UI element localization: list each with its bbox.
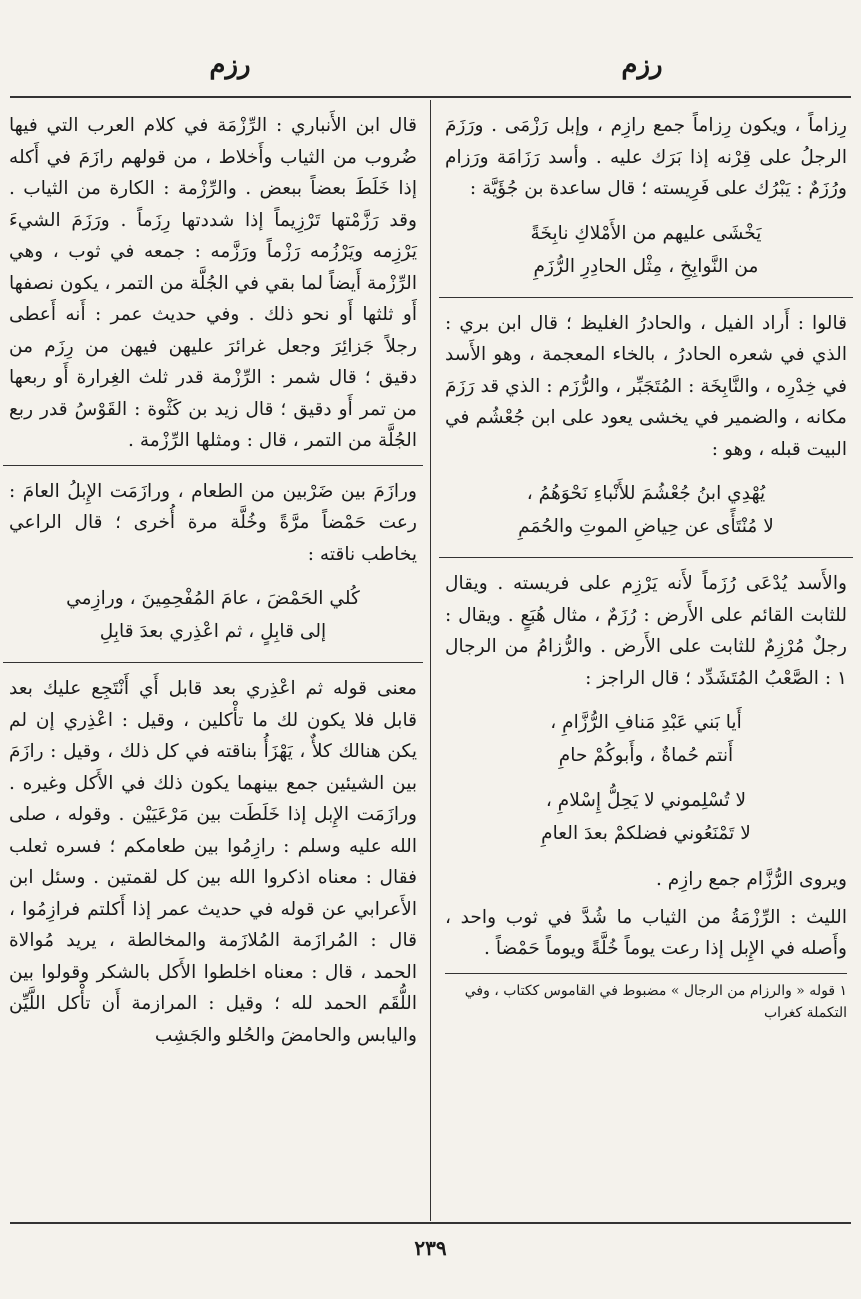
verse-block bbox=[445, 477, 847, 543]
page-number: ٢٣٩ bbox=[414, 1236, 447, 1260]
footnote: ١ قوله « والرزام من الرجال » مضبوط في القاموس ككتاب ، وفي التكملة كغراب bbox=[464, 982, 847, 1021]
section-separator bbox=[3, 465, 423, 466]
header-rule bbox=[10, 96, 851, 98]
entry-paragraph: الليث : الرِّزْمَةُ من الثياب ما شُدَّ في ثوب واحد ، وأَصله في الإِبل إذا رعت يوماً خُلَّةً ويوماً حَمْضاً . bbox=[445, 906, 847, 959]
verse-line: أَنتم حُماةٌ ، وأَبوكُمْ حامِ bbox=[558, 745, 734, 766]
verse-line: من النَّوابِخِ ، مِثْل الحادِرِ الرُّزَمِ bbox=[533, 255, 759, 277]
entry-paragraph: معنى قوله ثم اعْذِري بعد قابل أَي أَنْتَجِع عليك بعد قابل فلا يكون لك ما تأْكلين ، وقيل : اعْذِري إن لم يكن هنالك كلأٌ ، يَهْزَأُ بناقته في كل ذلك ، وقيل : رازَمَ بين الشيئين جمع بينهما يكون ذلك في الأَكل وغيره . ورازَمَت الإِبل إذا خَلَطَت بين مَرْعَيَيْن . وقوله ، صلى الله عليه وسلم : رازِمُوا بين طعامكم ؛ فسره ثعلب فقال : معناه اذكروا الله بين كل لقمتين . وسئل ابن الأَعرابي عن قوله في حديث عمر إذا أَكلتم فرازِمُوا ، قال : المُرازَمة المُلازَمة والمخالطة ، يريد مُوالاة الحمد ، قال : معناه اخلطوا الأَكل بالشكر وقولوا بين اللُّقَم الحمد لله ؛ وقيل : المرازمة أَن تأْكل اللَّيِّن واليابس والحامضَ والحُلو والجَشِب bbox=[9, 678, 417, 1046]
entry-paragraph: ويروى الرُّزَّام جمع رازِم . bbox=[655, 869, 847, 890]
verse-line: إلى قابِلٍ ، ثم اعْذِري بعدَ قابِلِ bbox=[99, 621, 327, 642]
entry-paragraph: ورازَمَ بين ضَرْبين من الطعام ، ورازَمَت الإِبلُ العامَ : رعت حَمْضاً مرَّةً وخُلَّة مرة أُخرى ؛ قال الراعي يخاطب ناقته : bbox=[9, 480, 417, 565]
footer-rule bbox=[10, 1222, 851, 1224]
verse-line: أَيا بَني عَبْدِ مَنافِ الرُّزَّامِ ، bbox=[550, 712, 742, 733]
verse-block bbox=[445, 217, 847, 283]
column-divider bbox=[430, 100, 431, 1221]
section-separator bbox=[3, 662, 423, 663]
verse-line: كُلي الحَمْضَ ، عامَ المُفْحِمِينَ ، ورازِمي bbox=[66, 588, 360, 609]
verse-line: لا تَمْنَعُوني فضلكمْ بعدَ العامِ bbox=[541, 823, 751, 844]
verse-line: لا تُسْلِموني لا يَحِلُّ إِسْلامِ ، bbox=[545, 790, 747, 811]
verse-block bbox=[9, 582, 417, 648]
footnote-rule bbox=[445, 973, 847, 974]
running-header-right: رزم bbox=[621, 50, 663, 80]
verse-line: يَخْشَى عليهم من الأَمْلاكِ نابِخَةً bbox=[530, 222, 762, 244]
verse-line: لا مُنْتَأًى عن حِياضِ الموتِ والحُمَمِ bbox=[518, 516, 774, 537]
left-column bbox=[9, 110, 417, 1057]
verse-line: يُهْدِي ابنُ جُعْشُمَ للأَنْباءِ نَحْوَهُمُ ، bbox=[526, 483, 766, 504]
entry-paragraph: قالوا : أَراد الفيل ، والحادرُ الغليظ ؛ قال ابن بري : الذي في شعره الحادرُ ، بالخاء المعجمة ، وهو الأَسد في خِدْرِه ، والنَّابِخَة : المُتَجَبِّر ، والرُّزَم : الذي قد رَزَمَ مكانه ، والضمير في يخشى يعود على ابن جُعْشُم في البيت قبله ، وهو : bbox=[445, 312, 847, 460]
entry-paragraph: قال ابن الأَنباري : الرِّزْمَة في كلام العرب التي فيها ضُروب من الثياب وأَخلاط ، من قولهم رازَمَ في أَكله إذا خَلَطَ بعضاً ببعض . والرِّزْمة : الكارة من الثياب . وقد رَزَّمْتها تَرْزِيماً إذا شددتها رِزَماً . ورَزَمَ الشيءَ يَرْزِمه ويَرْزُمه رَزْماً ورَزَّمه : جمعه في ثوب ، وهي الرِّزْمة أَيضاً لما بقي في الجُلَّة من التمر ، يكون نصفها أَو ثلثها أَو نحو ذلك . وفي حديث عمر : أَنه أَعطى رجلاً جَزائِرَ وجعل غرائرَ عليهن فيهن من رِزَم من دقيق ؛ قال شمر : الرِّزْمة قدر ثلث الغِرارة أَو ربعها من تمر أَو دقيق ؛ قال زيد بن كَثْوة : القَوْسُ قدر ربع الجُلَّة من التمر ، قال : ومثلها الرِّزْمة . bbox=[9, 115, 417, 451]
running-header-left: رزم bbox=[209, 50, 251, 80]
entry-paragraph: رِزاماً ، ويكون رِزاماً جمع رازِم ، وإبل رَزْمَى . ورَزَمَ الرجلُ على قِرْنه إذا بَرَك عليه . وأسد رَزَامَة ورَزام ورُزَمٌ : يَبْرُك على فَرِيسته ؛ قال ساعدة بن جُؤَيَّة : bbox=[445, 115, 847, 199]
right-column bbox=[445, 110, 847, 1024]
entry-paragraph: والأَسد يُدْعَى رُزَماً لأَنه يَرْزِم على فريسته . ويقال للثابت القائم على الأَرض : رُزَمٌ ، مثال هُبَعٍ . ويقال : رجلٌ مُرْزِمٌ للثابت على الأَرض . والرُّزامُ من الرجال ١ : الصَّعْبُ المُتَشَدِّد ؛ قال الراجز : bbox=[445, 573, 847, 689]
section-separator bbox=[439, 297, 853, 298]
section-separator bbox=[439, 557, 853, 558]
verse-block bbox=[445, 706, 847, 850]
